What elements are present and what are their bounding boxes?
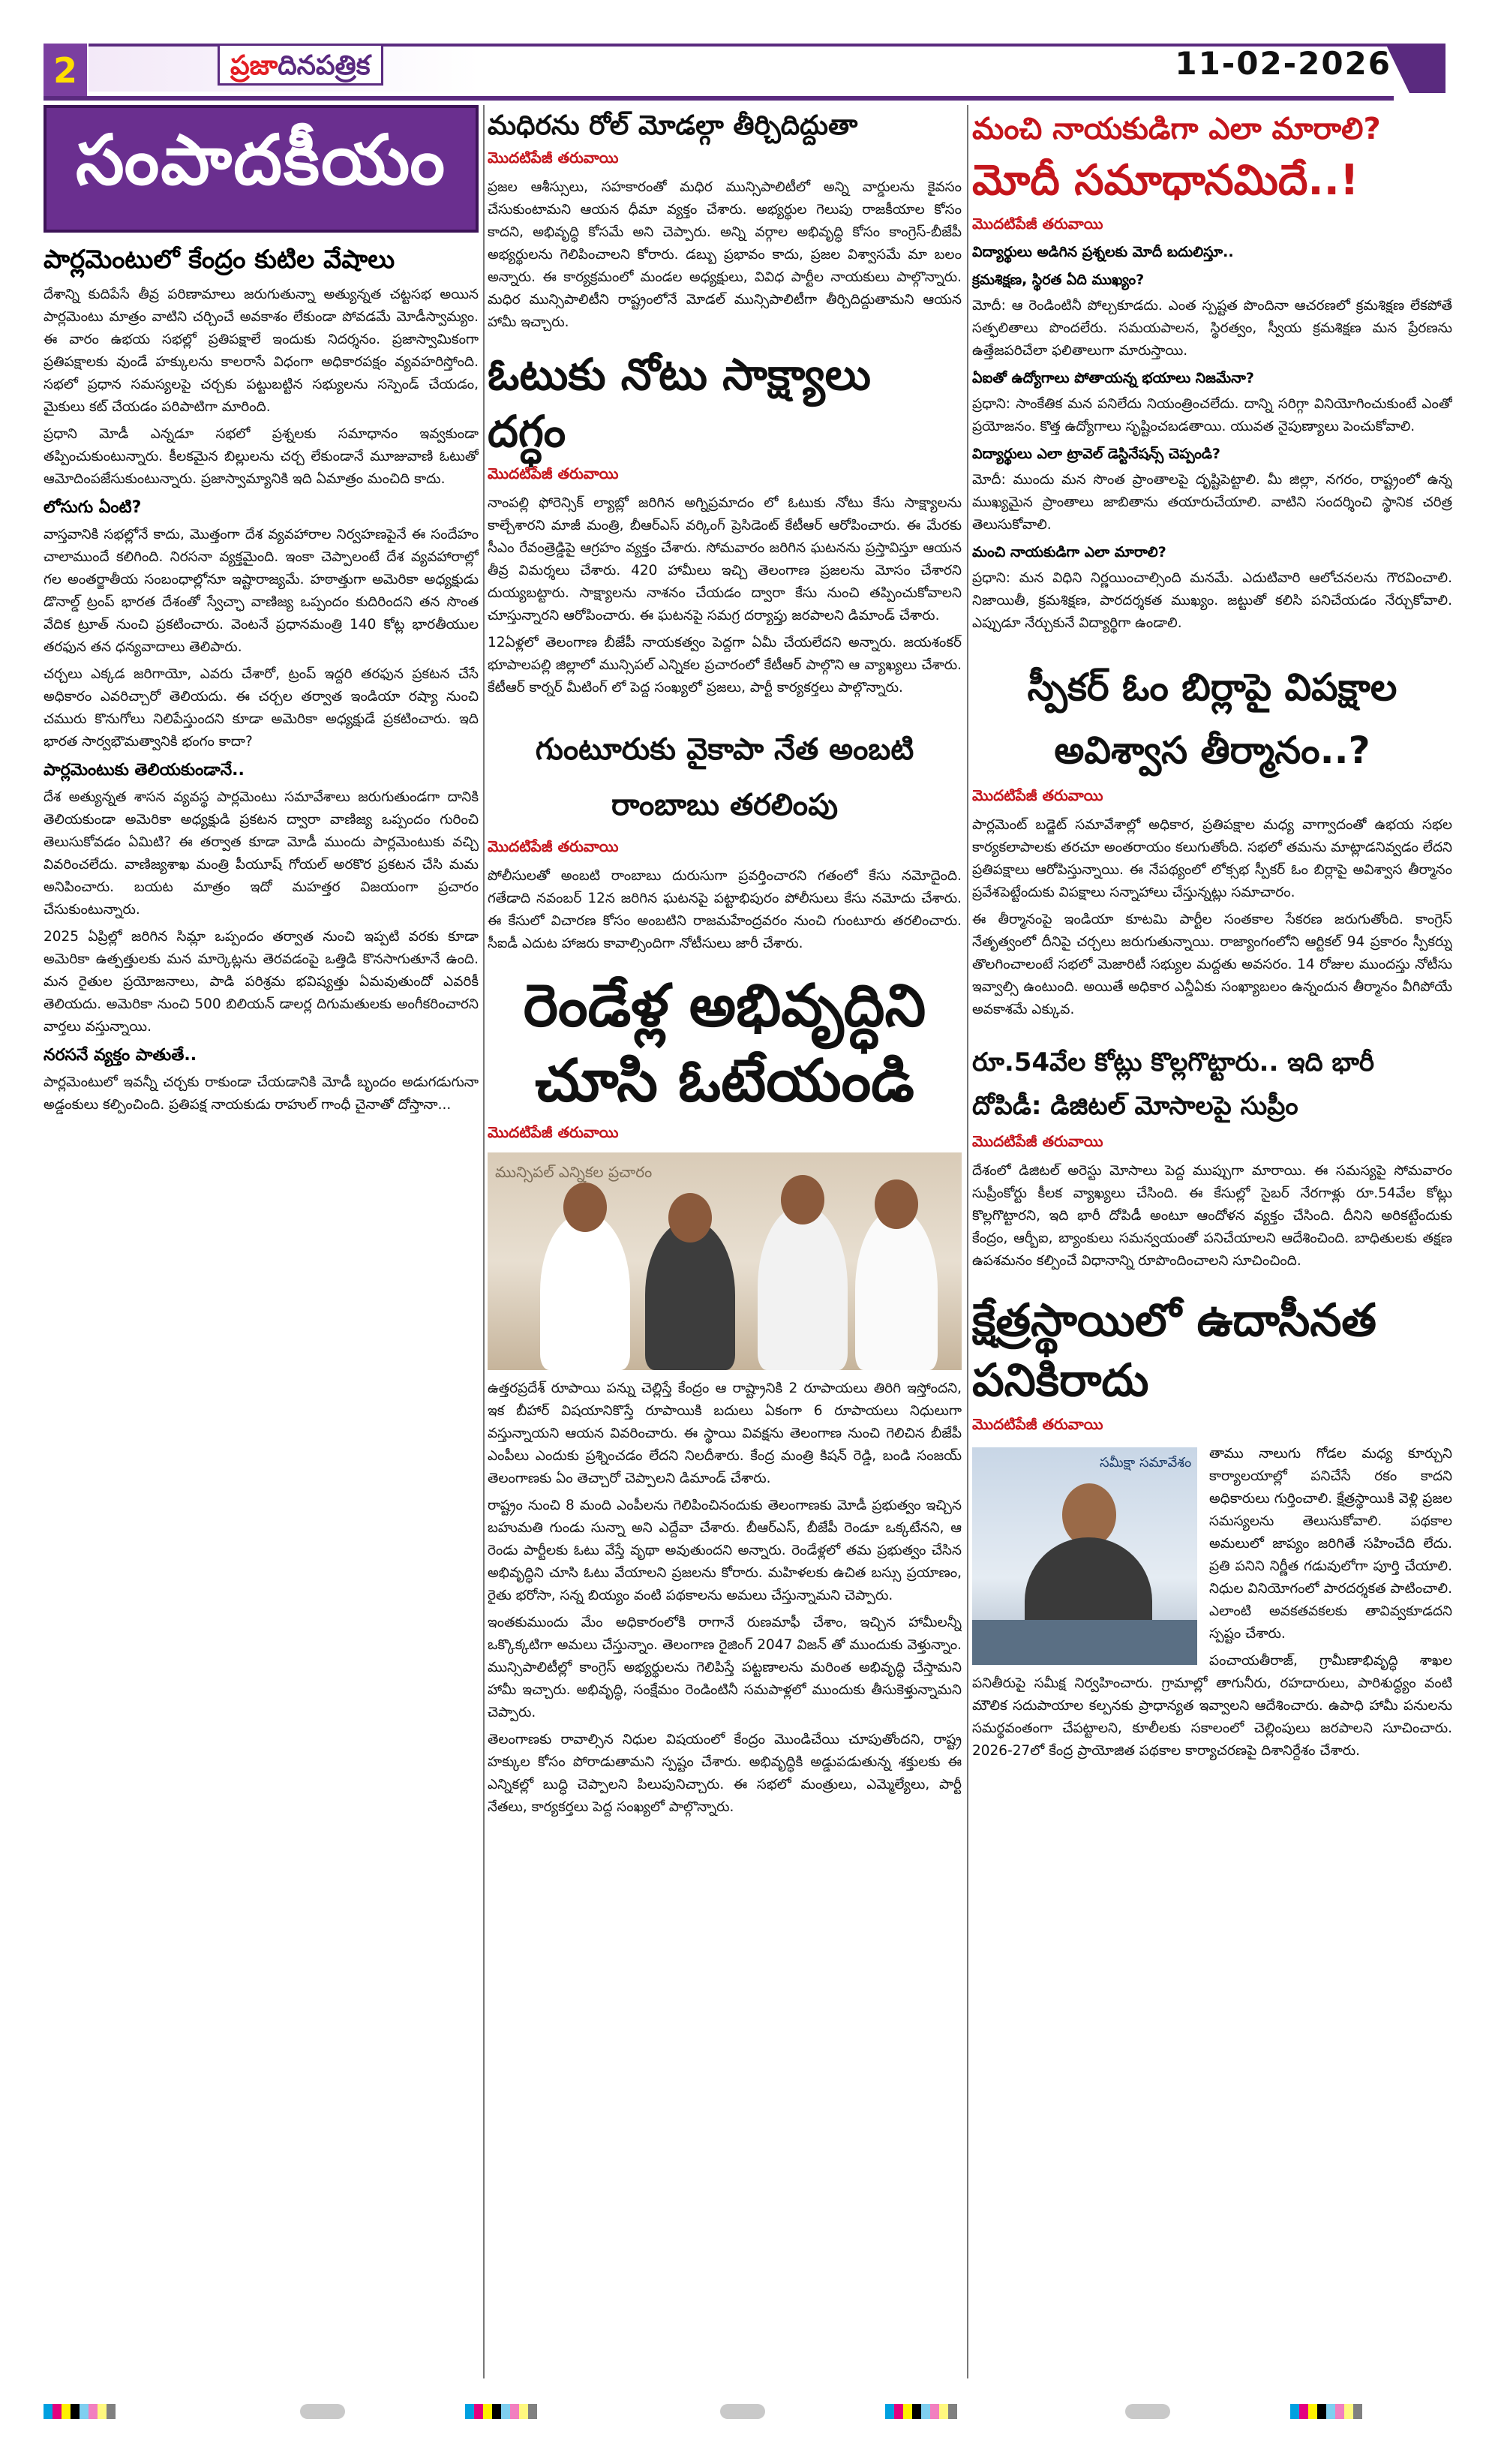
news-photo xyxy=(972,1447,1197,1665)
person-head xyxy=(563,1182,607,1232)
article-headline: క్షేత్రస్థాయిలో ఉదాసీనత పనికిరాదు xyxy=(972,1294,1376,1407)
middle-column xyxy=(488,105,962,2378)
newspaper-logo xyxy=(218,44,383,86)
editorial-headline: పార్లమెంటులో కేంద్రం కుటిల వేషాలు xyxy=(44,245,395,275)
article-headline: రెండేళ్ల అభివృద్ధిని చూసి ఓటేయండి xyxy=(523,972,926,1115)
article-paragraph: ఉత్తరప్రదేశ్ రూపాయి పన్ను చెల్లిస్తే కేంద్రం ఆ రాష్ట్రానికి 2 రూపాయలు తిరిగి ఇస్తోందని, ఇక బీహార్ విషయానికొస్తే రూపాయికి బదులు ఏకంగా 6 రూపాయలు నిధులుగా వస్తున్నాయని ఆయన వివరించారు. ఈ స్థాయి వివక్షను తెలంగాణ నుంచి గెలిచిన బీజేపీ ఎంపీలు ఎందుకు ప్రశ్నించడం లేదని నిలదీశారు. కేంద్ర మంత్రి కిషన్ రెడ్డి, బండి సంజయ్ తెలంగాణకు ఏం తెచ్చారో చెప్పాలని డిమాండ్ చేశారు. xyxy=(488,1381,962,1486)
photo-banner-text: మున్సిపల్ ఎన్నికల ప్రచారం xyxy=(495,1163,653,1181)
article-paragraph: పంచాయతీరాజ్, గ్రామీణాభివృద్ధి శాఖల పనితీరుపై సమీక్ష నిర్వహించారు. గ్రామాల్లో తాగునీరు, రహదారులు, పారిశుద్ధ్యం వంటి మౌలిక సదుపాయాల కల్పనకు ప్రాధాన్యత ఇవ్వాలని ఆదేశించారు. ఉపాధి హామీ పనులను సమర్థవంతంగా చేపట్టాలని, కూలీలకు సకాలంలో చెల్లింపులు జరపాలని సూచించారు. 2026-27లో కేంద్ర ప్రాయోజిత పథకాల కార్యాచరణపై దిశానిర్దేశం చేశారు. xyxy=(972,1653,1452,1759)
article-byline: మొదటిపేజీ తరువాయి xyxy=(972,1415,1103,1433)
editorial-paragraph: దేశాన్ని కుదిపేసే తీవ్ర పరిణామాలు జరుగుతున్నా అత్యున్నత చట్టసభ అయిన పార్లమెంటు మాత్రం వాటిని చర్చించే అవకాశం లేకుండా పోవడమే మోడీస్వామ్యం. ఈ వారం ఉభయ సభల్లో ప్రతిపక్షాలే ఇందుకు నిదర్శనం. ప్రజాస్వామికంగా ప్రతిపక్షాలకు వుండే హక్కులను కాలరాసే విధంగా అధికారపక్షం వ్యవహరిస్తోంది. సభలో ప్రధాన సమస్యలపై చర్చకు పట్టుబట్టిన సభ్యులను సస్పెండ్ చేయడం, మైకులు కట్ చేయడం పరిపాటిగా మారింది. xyxy=(44,287,479,415)
right-column xyxy=(972,105,1452,2378)
registration-mark xyxy=(720,2404,765,2419)
qa-question: విద్యార్థులు ఎలా ట్రావెల్ డెస్టినేషన్స్ చెప్పండి? xyxy=(972,446,1220,462)
color-swatch-strip xyxy=(465,2404,537,2419)
article-headline: రూ.54వేల కోట్లు కొల్లగొట్టారు.. ఇది భారీ దోపిడీ: డిజిటల్ మోసాలపై సుప్రీం xyxy=(972,1047,1375,1121)
qa-question: క్రమశిక్షణ, స్థిరత ఏది ముఖ్యం? xyxy=(972,272,1145,288)
qa-question: విద్యార్థులు అడిగిన ప్రశ్నలకు మోదీ బదులిస్తూ.. xyxy=(972,244,1234,260)
qa-answer: మోదీ: ఆ రెండింటినీ పోల్చకూడదు. ఎంత స్పష్టత పొందినా ఆచరణలో క్రమశిక్షణ లేకపోతే సత్ఫలితాలు పొందలేరు. సమయపాలన, స్థిరత్వం, స్వీయ క్రమశిక్షణ మన ప్రేరణను ఉత్తేజపరిచేలా ఫలితాలుగా మారుస్తాయి. xyxy=(972,298,1452,359)
qa-answer: మోదీ: ముందు మన సొంత ప్రాంతాలపై దృష్టిపెట్టాలి. మీ జిల్లా, నగరం, రాష్ట్రంలో ఉన్న ముఖ్యమైన ప్రాంతాలు జాబితాను తయారుచేయాలి. వాటిని సందర్శించి స్థానిక చరిత్ర తెలుసుకోవాలి. xyxy=(972,472,1452,533)
editorial-column xyxy=(44,105,479,2378)
article-byline: మొదటిపేజీ తరువాయి xyxy=(972,215,1103,233)
qa-answer: ప్రధాని: మన విధిని నిర్ణయించాల్సింది మనమే. ఎదుటివారి ఆలోచనలను గౌరవించాలి. నిజాయితీ, క్రమశిక్షణ, పారదర్శకత ముఖ్యం. జట్టుతో కలిసి పనిచేయడం నేర్చుకోవాలి. ఎప్పుడూ నేర్చుకునే విద్యార్థిగా ఉండాలి. xyxy=(972,570,1452,631)
header-rule xyxy=(44,96,1394,101)
meeting-table xyxy=(972,1620,1197,1665)
article-paragraph: పోలీసులతో అంబటి రాంబాబు దురుసుగా ప్రవర్తించారని గతంలో కేసు నమోదైంది. గతేడాది నవంబర్ 12న జరిగిన ఘటనపై పట్టాభిపురం పోలీసులు కేసు నమోదు చేశారు. ఈ కేసులో విచారణ కోసం అంబటిని రాజమహేంద్రవరం నుంచి గుంటూరు తరలించారు. సీఐడీ ఎదుట హాజరు కావాల్సిందిగా నోటీసులు జారీ చేశారు. xyxy=(488,868,962,951)
column-divider xyxy=(967,105,968,2378)
person-head xyxy=(781,1175,824,1224)
editorial-paragraph: 2025 ఏప్రిల్లో జరిగిన సిమ్లా ఒప్పందం తర్వాత నుంచి ఇప్పటి వరకు కూడా అమెరికా ఉత్పత్తులకు మన మార్కెట్లను తెరవడంపై ఒత్తిడి కొనసాగుతూనే ఉంది. మన రైతుల ప్రయోజనాలు, పాడి పరిశ్రమ భవిష్యత్తు ఏమవుతుందో ఎవరికీ తెలియదు. అమెరికా నుంచి 500 బిలియన్ డాలర్ల దిగుమతులకు అంగీకరించారని వార్తలు వస్తున్నాయి. xyxy=(44,929,479,1035)
logo-part1: ప్రజా xyxy=(230,50,278,81)
registration-mark xyxy=(1125,2404,1170,2419)
logo-part2: దినపత్రిక xyxy=(278,50,371,81)
article-paragraph: నాంపల్లి ఫోరెన్సిక్ ల్యాబ్లో జరిగిన అగ్నిప్రమాదం లో ఓటుకు నోటు కేసు సాక్ష్యాలను కాల్చేశారని మాజీ మంత్రి, బీఆర్ఎస్ వర్కింగ్ ప్రెసిడెంట్ కేటీఆర్ ఆరోపించారు. ఈ మేరకు సీఎం రేవంత్రెడ్డిపై ఆగ్రహం వ్యక్తం చేశారు. సోమవారం జరిగిన ఘటనను ప్రస్తావిస్తూ ఆయన తీవ్ర విమర్శలు చేశారు. 420 హామీలు ఇచ్చి తెలంగాణ ప్రజలను మోసం చేశారని దుయ్యబట్టారు. సాక్ష్యాలను నాశనం చేయడం ద్వారా కేసు నుంచి తప్పించుకోవాలని చూస్తున్నారని ఆరోపించారు. ఈ ఘటనపై సమగ్ర దర్యాప్తు జరపాలని డిమాండ్ చేశారు. xyxy=(488,495,962,624)
qa-question: మంచి నాయకుడిగా ఎలా మారాలి? xyxy=(972,544,1166,560)
qa-question: ఏఐతో ఉద్యోగాలు పోతాయన్న భయాలు నిజమేనా? xyxy=(972,370,1254,386)
article-paragraph: ఈ తీర్మానంపై ఇండియా కూటమి పార్టీల సంతకాల సేకరణ జరుగుతోంది. కాంగ్రెస్ నేతృత్వంలో దీనిపై చర్చలు జరుగుతున్నాయి. రాజ్యాంగంలోని ఆర్టికల్ 94 ప్రకారం స్పీకర్ను తొలగించాలంటే సభలో మెజారిటీ సభ్యుల మద్దతు అవసరం. 14 రోజుల ముందస్తు నోటీసు ఇవ్వాల్సి ఉంటుంది. అయితే అధికార ఎన్డీఏకు సంఖ్యాబలం ఉన్నందున తీర్మానం వీగిపోయే అవకాశమే ఎక్కువ. xyxy=(972,912,1452,1017)
article-paragraph: 12ఏళ్లలో తెలంగాణ బీజేపీ నాయకత్వం పెద్దగా ఏమీ చేయలేదని అన్నారు. జయశంకర్ భూపాలపల్లి జిల్లాలో మున్సిపల్ ఎన్నికల ప్రచారంలో కేటీఆర్ పాల్గొని ఆ వ్యాఖ్యలు చేశారు. కేటీఆర్ కార్నర్ మీటింగ్ లో పెద్ద సంఖ్యలో ప్రజలు, పార్టీ కార్యకర్తలు పాల్గొన్నారు. xyxy=(488,635,962,696)
article-paragraph: తాము నాలుగు గోడల మధ్య కూర్చుని కార్యాలయాల్లో పనిచేసే రకం కాదని అధికారులు గుర్తించాలి. క్షేత్రస్థాయికి వెళ్లి ప్రజల సమస్యలను తెలుసుకోవాలి. పథకాల అమలులో జాప్యం జరిగితే సహించేది లేదు. ప్రతి పనిని నిర్ణీత గడువులోగా పూర్తి చేయాలి. నిధుల వినియోగంలో పారదర్శకత పాటించాలి. ఎలాంటి అవకతవకలకు తావివ్వకూడదని స్పష్టం చేశారు. xyxy=(1209,1446,1452,1642)
person-figure xyxy=(758,1205,848,1370)
person-figure xyxy=(645,1220,735,1370)
page-number: 2 xyxy=(44,44,87,98)
article-headline: మధిరను రోల్ మోడల్గా తీర్చిదిద్దుతా xyxy=(488,110,858,141)
article-paragraph: రాష్ట్రం నుంచి 8 మంది ఎంపీలను గెలిపించినందుకు తెలంగాణకు మోడీ ప్రభుత్వం ఇచ్చిన బహుమతి గుండు సున్నా అని ఎద్దేవా చేశారు. బీఆర్ఎస్, బీజేపీ రెండూ ఒక్కటేనని, ఆ రెండు పార్టీలకు ఓటు వేస్తే వృథా అవుతుందని అన్నారు. రెండేళ్లలో తమ ప్రభుత్వం చేసిన అభివృద్ధిని చూసి ఓటు వేయాలని ప్రజలను కోరారు. మహిళలకు ఉచిత బస్సు ప్రయాణం, రైతు భరోసా, సన్న బియ్యం వంటి పథకాలను అమలు చేస్తున్నామని చెప్పారు. xyxy=(488,1498,962,1603)
editorial-paragraph: చర్చలు ఎక్కడ జరిగాయో, ఎవరు చేశారో, ట్రంప్ ఇద్దరి తరఫున ప్రకటన చేసే అధికారం ఎవరిచ్చారో తెలియదు. ఈ చర్చల తర్వాత ఇండియా రష్యా నుంచి చమురు కొనుగోలు నిలిపేస్తుందని కూడా అమెరికా అధ్యక్షుడే ప్రకటించారు. ఇది భారత సార్వభౌమత్వానికి భంగం కాదా? xyxy=(44,666,479,750)
article-headline: మోదీ సమాధానమిదే..! xyxy=(972,156,1359,205)
editorial-subheading: లోసుగు ఏంటి? xyxy=(44,498,142,517)
qa-answer: ప్రధాని: సాంకేతిక మన పనిలేదు నియంత్రించలేదు. దాన్ని సరిగ్గా వినియోగించుకుంటే ఎంతో ప్రయోజనం. కొత్త ఉద్యోగాలు సృష్టించబడతాయి. యువత నైపుణ్యాలు పెంచుకోవాలి. xyxy=(972,396,1452,434)
color-swatch-strip xyxy=(44,2404,116,2419)
article-paragraph: దేశంలో డిజిటల్ అరెస్టు మోసాలు పెద్ద ముప్పుగా మారాయి. ఈ సమస్యపై సోమవారం సుప్రీంకోర్టు కీలక వ్యాఖ్యలు చేసింది. ఈ కేసుల్లో సైబర్ నేరగాళ్లు రూ.54వేల కోట్లు కొల్లగొట్టారని, ఇది భారీ దోపిడీ అంటూ ఆందోళన వ్యక్తం చేసింది. దీనిని అరికట్టేందుకు కేంద్రం, ఆర్బీఐ, బ్యాంకులు సమన్వయంతో పనిచేయాలని ఆదేశించింది. బాధితులకు తక్షణ ఉపశమనం కల్పించే విధానాన్ని రూపొందించాలని సూచించింది. xyxy=(972,1163,1452,1269)
color-swatch-strip xyxy=(885,2404,957,2419)
article-byline: మొదటిపేజీ తరువాయి xyxy=(488,149,619,167)
editorial-subheading: పార్లమెంటుకు తెలియకుండానే.. xyxy=(44,761,245,780)
article-byline: మొదటిపేజీ తరువాయి xyxy=(488,1123,619,1141)
photo-banner-text: సమీక్షా సమావేశం xyxy=(1100,1455,1192,1471)
column-divider xyxy=(483,105,485,2378)
editorial-paragraph: పార్లమెంటులో ఇవన్నీ చర్చకు రాకుండా చేయడానికి మోడీ బృందం అడుగడుగునా అడ్డంకులు కల్పించింది. ప్రతిపక్ష నాయకుడు రాహుల్ గాంధీ చైనాతో దోస్తానా... xyxy=(44,1074,479,1113)
color-swatch-strip xyxy=(1290,2404,1362,2419)
article-byline: మొదటిపేజీ తరువాయి xyxy=(488,464,619,482)
registration-mark xyxy=(300,2404,345,2419)
editorial-banner: సంపాదకీయం xyxy=(44,105,479,233)
editorial-paragraph: ప్రధాని మోడీ ఎన్నడూ సభలో ప్రశ్నలకు సమాధానం ఇవ్వకుండా తప్పించుకుంటున్నారు. కీలకమైన బిల్లులను చర్చ లేకుండానే మూజువాణి ఓటుతో ఆమోదింపజేసుకుంటున్నారు. ప్రజాస్వామ్యానికి ఇది ఏమాత్రం మంచిది కాదు. xyxy=(44,426,479,487)
article-byline: మొదటిపేజీ తరువాయి xyxy=(972,786,1103,804)
article-headline: గుంటూరుకు వైకాపా నేత అంబటి రాంబాబు తరలింపు xyxy=(535,732,914,822)
article-paragraph: ప్రజల ఆశీస్సులు, సహకారంతో మధిర మున్సిపాలిటీలో అన్ని వార్డులను కైవసం చేసుకుంటామని ఆయన ధీమా వ్యక్తం చేశారు. అభ్యర్థుల గెలుపు రాజకీయాల కోసం కాదని, అభివృద్ధి కోసమే అని చెప్పారు. అన్ని వర్గాల అభివృద్ధి కోసం కాంగ్రెస్-బీజేపీ అభ్యర్థులను గెలిపించాలని కోరారు. డబ్బు ప్రభావం కాదు, ప్రజల విశ్వాసమే మా బలం అన్నారు. ఈ కార్యక్రమంలో మండల అధ్యక్షులు, వివిధ పార్టీల నాయకులు పాల్గొన్నారు. మధిర మున్సిపాలిటీని రాష్ట్రంలోనే మోడల్ మున్సిపాలిటీగా తీర్చిదిద్దుతామని ఆయన హామీ ఇచ్చారు. xyxy=(488,179,962,330)
article-paragraph: తెలంగాణకు రావాల్సిన నిధుల విషయంలో కేంద్రం మొండిచేయి చూపుతోందని, రాష్ట్ర హక్కుల కోసం పోరాడుతామని స్పష్టం చేశారు. అభివృద్ధికి అడ్డుపడుతున్న శక్తులకు ఈ ఎన్నికల్లో బుద్ధి చెప్పాలని పిలుపునిచ్చారు. ఈ సభలో మంత్రులు, ఎమ్మెల్యేలు, పార్టీ నేతలు, కార్యకర్తలు పెద్ద సంఖ్యలో పాల్గొన్నారు. xyxy=(488,1732,962,1815)
editorial-paragraph: వాస్తవానికి సభల్లోనే కాదు, మొత్తంగా దేశ వ్యవహారాల నిర్వహణపైనే ఈ సందేహం చాలాముందే కలిగింది. నిరసనా వ్యక్తమైంది. ఇంకా చెప్పాలంటే దేశ వ్యవహారాల్లో గల అంతర్జాతీయ సంబంధాల్లోనూ ఇష్టారాజ్యమే. హఠాత్తుగా అమెరికా అధ్యక్షుడు డొనాల్డ్ ట్రంప్ భారత దేశంతో స్వేచ్ఛా వాణిజ్య ఒప్పందం కుదిరిందని తన సొంత వేదిక ట్రూత్ నుంచి ప్రకటించారు. వెంటనే ప్రధానమంత్రి 140 కోట్ల భారతీయుల తరఫున తన ధన్యవాదాలు తెలిపారు. xyxy=(44,527,479,655)
print-registration-bar xyxy=(0,2398,1489,2428)
person-head xyxy=(668,1193,712,1243)
editorial-paragraph: దేశ అత్యున్నత శాసన వ్యవస్థ పార్లమెంటు సమావేశాలు జరుగుతుండగా దానికి తెలియకుండా అమెరికా అధ్యక్షుడి ప్రకటన ద్వారా వాణిజ్య ఒప్పందం గురించి తెలుసుకోవడం ఏమిటి? ఈ తర్వాత కూడా మోడీ ముందు పార్లమెంటుకు వచ్చి వివరించలేదు. వాణిజ్యశాఖ మంత్రి పీయూష్ గోయల్ అరకొర ప్రకటన చేసి మమ అనిపించారు. బయట మాత్రం ఇదో మహత్తర విజయంగా ప్రచారం చేసుకుంటున్నారు. xyxy=(44,789,479,918)
issue-date: 11-02-2026 xyxy=(1175,45,1391,82)
article-headline: మంచి నాయకుడిగా ఎలా మారాలి? xyxy=(972,112,1381,146)
article-headline: ఓటుకు నోటు సాక్ష్యాలు దగ్ధం xyxy=(488,349,871,457)
header-corner-decoration xyxy=(1385,44,1445,93)
article-byline: మొదటిపేజీ తరువాయి xyxy=(972,1132,1103,1150)
article-headline: స్పీకర్ ఓం బిర్లాపై విపక్షాల అవిశ్వాస తీర్మానం..? xyxy=(1027,666,1397,772)
article-paragraph: పార్లమెంట్ బడ్జెట్ సమావేశాల్లో అధికార, ప్రతిపక్షాల మధ్య వాగ్వాదంతో ఉభయ సభల కార్యకలాపాలకు తరచూ అంతరాయం కలుగుతోంది. సభలో తమను మాట్లాడనివ్వడం లేదని ప్రతిపక్షాలు ఆరోపిస్తున్నాయి. ఈ నేపథ్యంలో లోక్సభ స్పీకర్ ఓం బిర్లాపై అవిశ్వాస తీర్మానం ప్రవేశపెట్టేందుకు విపక్షాలు సన్నాహాలు చేస్తున్నట్లు సమాచారం. xyxy=(972,817,1452,900)
person-head xyxy=(875,1179,918,1229)
article-byline: మొదటిపేజీ తరువాయి xyxy=(488,837,619,855)
person-figure xyxy=(540,1212,630,1370)
person-figure xyxy=(855,1209,938,1370)
news-photo xyxy=(488,1152,962,1370)
editorial-subheading: నరసనే వ్యక్తం పాతుతే.. xyxy=(44,1046,197,1065)
article-paragraph: ఇంతకుముందు మేం అధికారంలోకి రాగానే రుణమాఫీ చేశాం, ఇచ్చిన హామీలన్నీ ఒక్కొక్కటిగా అమలు చేస్తున్నాం. తెలంగాణ రైజింగ్ 2047 విజన్ తో ముందుకు వెళ్తున్నాం. మున్సిపాలిటీల్లో కాంగ్రెస్ అభ్యర్థులను గెలిపిస్తే పట్టణాలను మరింత అభివృద్ధి చేస్తామని హామీ ఇచ్చారు. అభివృద్ధి, సంక్షేమం రెండింటినీ సమపాళ్లలో ముందుకు తీసుకెళ్తున్నామని చెప్పారు. xyxy=(488,1615,962,1720)
